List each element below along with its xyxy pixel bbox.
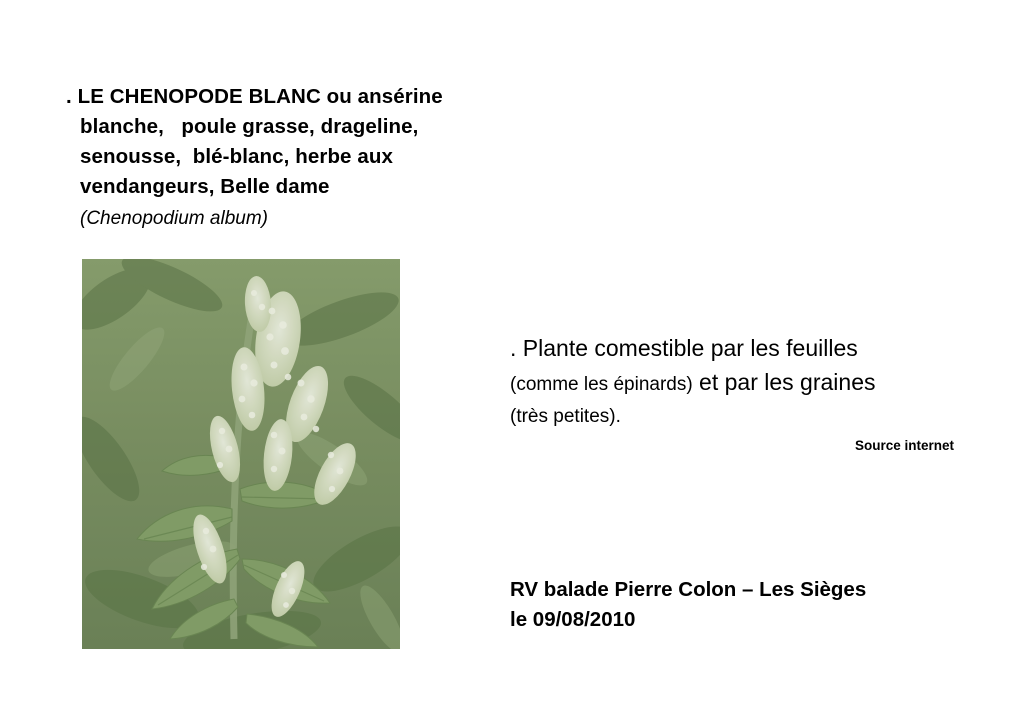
edible-line-2 bbox=[510, 367, 980, 401]
source-credit: Source internet bbox=[855, 438, 955, 453]
title-line-1: . LE CHENOPODE BLANC ou ansérine bbox=[66, 85, 443, 108]
plant-photo bbox=[82, 259, 400, 649]
meeting-line-1: RV balade Pierre Colon – Les Sièges bbox=[510, 578, 867, 601]
edible-line-1-text: . Plante comestible par les feuilles bbox=[510, 335, 858, 361]
edible-line-3 bbox=[510, 401, 980, 433]
edible-line-1 bbox=[510, 333, 980, 367]
latin-name: (Chenopodium album) bbox=[80, 208, 268, 229]
title-line-2: blanche, poule grasse, drageline, bbox=[80, 115, 419, 138]
edible-line-3-parenthetical: (très petites). bbox=[510, 406, 621, 427]
page-title bbox=[66, 82, 486, 234]
edible-description bbox=[510, 333, 980, 433]
edible-line-2-text: et par les graines bbox=[692, 369, 876, 395]
meeting-info bbox=[510, 575, 980, 635]
title-line-3: senousse, blé-blanc, herbe aux bbox=[80, 145, 393, 168]
title-line-4: vendangeurs, Belle dame bbox=[80, 175, 330, 198]
meeting-line-2: le 09/08/2010 bbox=[510, 608, 636, 631]
edible-line-2-parenthetical: (comme les épinards) bbox=[510, 374, 693, 395]
